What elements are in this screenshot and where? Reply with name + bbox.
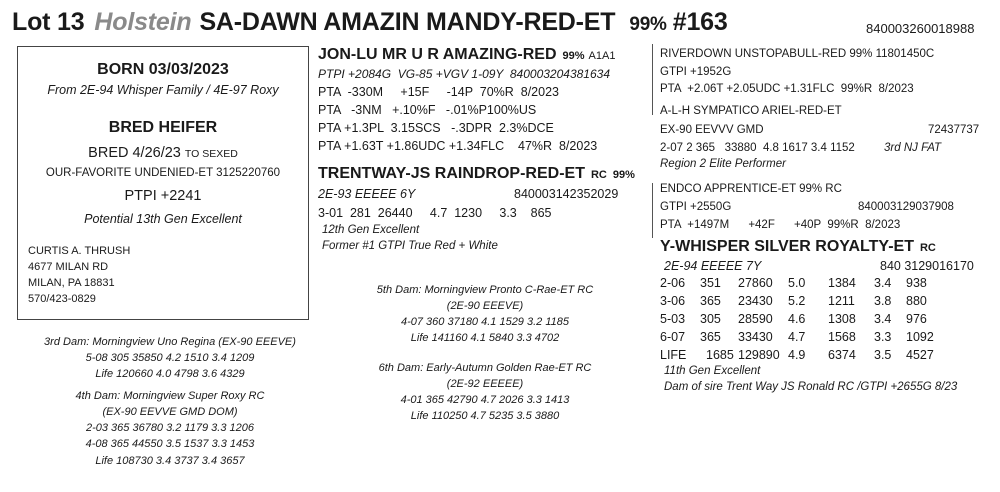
granddam-record-cell: 1568: [828, 330, 856, 344]
granddam-record-cell: 1308: [828, 312, 856, 326]
breed: Holstein: [94, 8, 192, 36]
dam3-name: 3rd Dam: Morningview Uno Regina (EX-90 EEEVE): [44, 336, 296, 348]
dam5-life: Life 141160 4.1 5840 3.3 4702: [410, 332, 560, 344]
granddam-record-cell: 938: [906, 276, 927, 290]
granddam-note: Dam of sire Trent Way JS Ronald RC /GTPI +2655G 8/23: [664, 381, 958, 393]
divider-sire3: [652, 183, 653, 238]
granddam-life-cell: 4.9: [788, 348, 806, 362]
owner-name: CURTIS A. THRUSH: [28, 245, 131, 257]
sire-line4: PTA +1.3PL 3.15SCS -.3DPR 2.3%DCE: [318, 121, 554, 135]
sire-name-line: [318, 46, 615, 64]
dam-rc: RC: [590, 169, 607, 181]
lot-title: [12, 8, 728, 37]
granddam-life-cell: 1685: [706, 348, 734, 362]
bred-line: [18, 145, 308, 161]
granddam-life-cell: 3.5: [874, 348, 892, 362]
owner-phone: 570/423-0829: [28, 293, 96, 305]
sire-line3: PTA -3NM +.10%F -.01%P100%US: [318, 103, 537, 117]
dam-reg: 840003142352029: [514, 187, 619, 201]
born-date: BORN 03/03/2023: [97, 61, 229, 78]
sire3-name: ENDCO APPRENTICE-ET 99% RC: [660, 183, 842, 195]
dam-class: 2E-93 EEEEE 6Y: [318, 187, 416, 201]
dam2-class: EX-90 EEVVV GMD: [660, 124, 764, 136]
granddam-record-cell: 1092: [906, 330, 934, 344]
granddam-life-cell: 129890: [738, 348, 780, 362]
dam-gen: 12th Gen Excellent: [322, 224, 420, 236]
granddam-record-cell: 976: [906, 312, 927, 326]
dam2-name: A-L-H SYMPATICO ARIEL-RED-ET: [660, 105, 842, 117]
dam6-life: Life 110250 4.7 5235 3.5 3880: [410, 410, 560, 422]
dam2-award: 3rd NJ FAT: [884, 142, 942, 154]
dam-name-line: [318, 165, 635, 183]
dam4-name: 4th Dam: Morningview Super Roxy RC: [75, 390, 265, 402]
granddam-record-cell: 28590: [738, 312, 773, 326]
granddam-record-cell: 3.8: [874, 294, 892, 308]
dam2-record: 2-07 2 365 33880 4.8 1617 3.4 1152: [660, 142, 855, 154]
granddam-record-cell: 351: [700, 276, 721, 290]
dam6-class: (2E-92 EEEEE): [446, 378, 524, 390]
bred-suffix: TO SEXED: [184, 148, 238, 160]
sire3-reg: 840003129037908: [858, 201, 954, 213]
granddam-reg: 840 3129016170: [880, 259, 974, 273]
dam2-note: Region 2 Elite Performer: [660, 158, 786, 170]
granddam-record-cell: 4.7: [788, 330, 806, 344]
granddam-record-cell: 365: [700, 330, 721, 344]
dam4-life: Life 108730 3.4 3737 3.4 3657: [95, 455, 245, 467]
granddam-record-cell: 3.4: [874, 312, 892, 326]
granddam-record-cell: 365: [700, 294, 721, 308]
status: BRED HEIFER: [108, 119, 218, 136]
sire3-gtpi: GTPI +2550G: [660, 201, 732, 213]
granddam-record-cell: 5.2: [788, 294, 806, 308]
dam6-name: 6th Dam: Early-Autumn Golden Rae-ET RC: [378, 362, 592, 374]
granddam-record-cell: 2-06: [660, 276, 686, 290]
granddam-gen: 11th Gen Excellent: [664, 365, 761, 377]
sire-line2: PTA -330M +15F -14P 70%R 8/2023: [318, 85, 559, 99]
granddam-class: 2E-94 EEEEE 7Y: [664, 259, 762, 273]
animal-percent: 99%: [629, 14, 667, 35]
dam-note: Former #1 GTPI True Red + White: [322, 240, 498, 252]
sire-percent: 99%: [562, 50, 585, 62]
granddam-name-line: [660, 238, 936, 256]
dam2-reg: 72437737: [928, 124, 980, 136]
lot-number: Lot 13: [12, 8, 85, 36]
dam4-record2: 4-08 365 44550 3.5 1537 3.3 1453: [85, 438, 255, 450]
granddam-record-cell: 33430: [738, 330, 773, 344]
granddam-record-cell: 4.6: [788, 312, 806, 326]
owner-street: 4677 MILAN RD: [28, 261, 109, 273]
dam-record: 3-01 281 26440 4.7 1230 3.3 865: [318, 206, 552, 220]
sire2-name: RIVERDOWN UNSTOPABULL-RED 99% 11801450C: [660, 48, 935, 60]
granddam-record-cell: 1384: [828, 276, 856, 290]
info-box: [17, 46, 309, 320]
divider-sire2: [652, 44, 653, 115]
granddam-rc: RC: [919, 242, 936, 254]
sire-line1: PTPI +2084G VG-85 +VGV 1-09Y 840003204381634: [318, 67, 610, 81]
granddam-record-cell: 5.0: [788, 276, 806, 290]
granddam-life-cell: LIFE: [660, 348, 687, 362]
bred-to: OUR-FAVORITE UNDENIED-ET 3125220760: [45, 167, 281, 179]
owner-city: MILAN, PA 18831: [28, 277, 115, 289]
dam3-life: Life 120660 4.0 4798 3.6 4329: [95, 368, 245, 380]
sire2-pta: PTA +2.06T +2.05UDC +1.31FLC 99%R 8/2023: [660, 83, 914, 95]
dam-percent: 99%: [612, 169, 635, 181]
dam5-record: 4-07 360 37180 4.1 1529 3.2 1185: [400, 316, 569, 328]
granddam-record-cell: 3.3: [874, 330, 892, 344]
dam4-record1: 2-03 365 36780 3.2 1179 3.3 1206: [85, 422, 254, 434]
granddam-record-cell: 23430: [738, 294, 773, 308]
dam3-record: 5-08 305 35850 4.2 1510 3.4 1209: [85, 352, 255, 364]
granddam-life-cell: 4527: [906, 348, 934, 362]
granddam-record-cell: 305: [700, 312, 721, 326]
granddam-record-cell: 3-06: [660, 294, 686, 308]
granddam-record-cell: 27860: [738, 276, 773, 290]
sire-code: A1A1: [588, 50, 616, 62]
sire-name: JON-LU MR U R AMAZING-RED: [318, 46, 557, 63]
sire2-gtpi: GTPI +1952G: [660, 66, 732, 78]
animal-number: #163: [672, 8, 728, 36]
dam5-class: (2E-90 EEEVE): [446, 300, 524, 312]
dam-name: TRENTWAY-JS RAINDROP-RED-ET: [318, 165, 585, 182]
dam5-name: 5th Dam: Morningview Pronto C-Rae-ET RC: [376, 284, 594, 296]
potential: Potential 13th Gen Excellent: [84, 212, 242, 226]
granddam-life-cell: 6374: [828, 348, 856, 362]
sire-line5: PTA +1.63T +1.86UDC +1.34FLC 47%R 8/2023: [318, 139, 598, 153]
bred-date: BRED 4/26/23: [88, 145, 181, 161]
granddam-name: Y-WHISPER SILVER ROYALTY-ET: [660, 238, 914, 255]
granddam-record-cell: 1211: [828, 294, 855, 308]
ptpi: PTPI +2241: [124, 188, 202, 204]
granddam-record-cell: 6-07: [660, 330, 686, 344]
sire3-pta: PTA +1497M +42F +40P 99%R 8/2023: [660, 219, 901, 231]
granddam-record-cell: 880: [906, 294, 927, 308]
registration-number: 840003260018988: [866, 21, 975, 36]
family-line: From 2E-94 Whisper Family / 4E-97 Roxy: [47, 83, 279, 97]
dam4-class: (EX-90 EEVVE GMD DOM): [102, 406, 238, 418]
granddam-record-cell: 3.4: [874, 276, 892, 290]
dam6-record: 4-01 365 42790 4.7 2026 3.3 1413: [400, 394, 570, 406]
animal-name: SA-DAWN AMAZIN MANDY-RED-ET: [199, 8, 616, 36]
granddam-record-cell: 5-03: [660, 312, 686, 326]
